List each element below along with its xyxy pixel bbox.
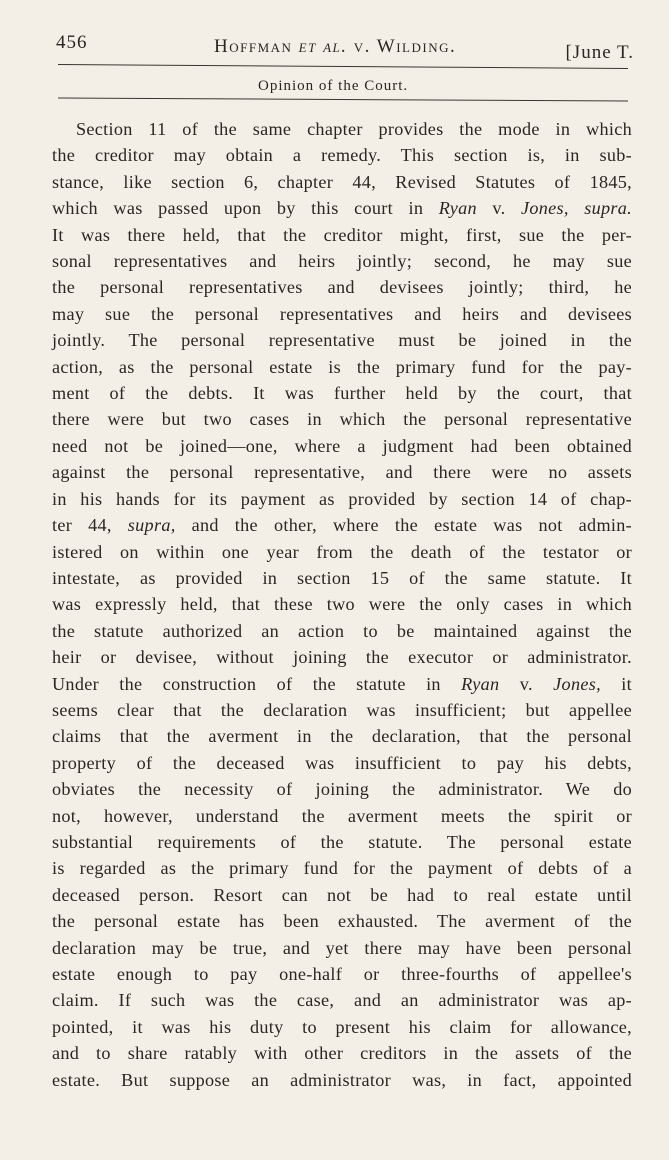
text-line: was expressly held, that these two were the only cases in which: [52, 594, 632, 615]
text-line: not, however, understand the averment meets the spirit or: [52, 805, 632, 826]
text-line: there were but two cases in which the personal representative: [52, 409, 632, 430]
text-line: sonal representatives and heirs jointly; second, he may sue: [52, 251, 632, 272]
text-line: claims that the averment in the declaration, that the personal: [52, 726, 632, 747]
term-label: [June T.: [565, 42, 634, 63]
text-line: property of the deceased was insufficient to pay his debts,: [52, 752, 632, 773]
text-line: claim. If such was the case, and an administrator was ap-: [52, 990, 632, 1011]
text-line: stance, like section 6, chapter 44, Revised Statutes of 1845,: [52, 171, 632, 192]
text-line: is regarded as the primary fund for the payment of debts of a: [52, 858, 632, 879]
text-line: which was passed upon by this court in Ryan v. Jones, supra.: [52, 198, 632, 219]
text-line: the creditor may obtain a remedy. This section is, in sub-: [52, 145, 632, 166]
text-line: the personal representatives and devisees jointly; third, he: [52, 277, 632, 298]
section-subheading: Opinion of the Court.: [258, 78, 409, 94]
text-line: pointed, it was his duty to present his claim for allowance,: [52, 1016, 632, 1037]
text-line: estate enough to pay one-half or three-fourths of appellee's: [52, 964, 632, 984]
text-line: may sue the personal representatives and heirs and devisees: [52, 303, 632, 324]
text-line: the statute authorized an action to be maintained against the: [52, 620, 632, 641]
text-line: and to share ratably with other creditors in the assets of the: [52, 1043, 632, 1064]
text-line: need not be joined—one, where a judgment had been obtained: [52, 435, 632, 456]
text-line: Section 11 of the same chapter provides the mode in which: [76, 119, 632, 139]
text-line: ter 44, supra, and the other, where the estate was not admin-: [52, 515, 632, 536]
text-line: substantial requirements of the statute. The personal estate: [52, 831, 632, 852]
text-line: obviates the necessity of joining the administrator. We do: [52, 779, 632, 800]
text-line: istered on within one year from the death of the testator or: [52, 541, 632, 562]
text-line: seems clear that the declaration was insufficient; but appellee: [52, 699, 632, 720]
opinion-body-text: [52, 116, 632, 1093]
text-line: the personal estate has been exhausted. The averment of the: [52, 911, 632, 932]
page-number: 456: [56, 32, 88, 53]
text-line: ment of the debts. It was further held by the court, that: [52, 383, 632, 404]
text-line: jointly. The personal representative must be joined in the: [52, 330, 632, 351]
text-line: heir or devisee, without joining the executor or administrator.: [52, 647, 632, 668]
text-line: estate. But suppose an administrator was, in fact, appointed: [52, 1069, 632, 1090]
text-line: action, as the personal estate is the primary fund for the pay-: [52, 356, 632, 377]
text-line: Under the construction of the statute in Ryan v. Jones, it: [52, 673, 632, 694]
text-line: declaration may be true, and yet there may have been personal: [52, 937, 632, 958]
text-line: It was there held, that the creditor might, first, sue the per-: [52, 224, 632, 245]
text-line: intestate, as provided in section 15 of the same statute. It: [52, 567, 632, 588]
subheading-rule: [58, 98, 628, 102]
text-line: deceased person. Resort can not be had to real estate until: [52, 884, 632, 905]
text-line: in his hands for its payment as provided by section 14 of chap-: [52, 488, 632, 509]
case-title: Hoffman et al. v. Wilding.: [214, 36, 457, 57]
text-line: against the personal representative, and there were no assets: [52, 462, 632, 483]
